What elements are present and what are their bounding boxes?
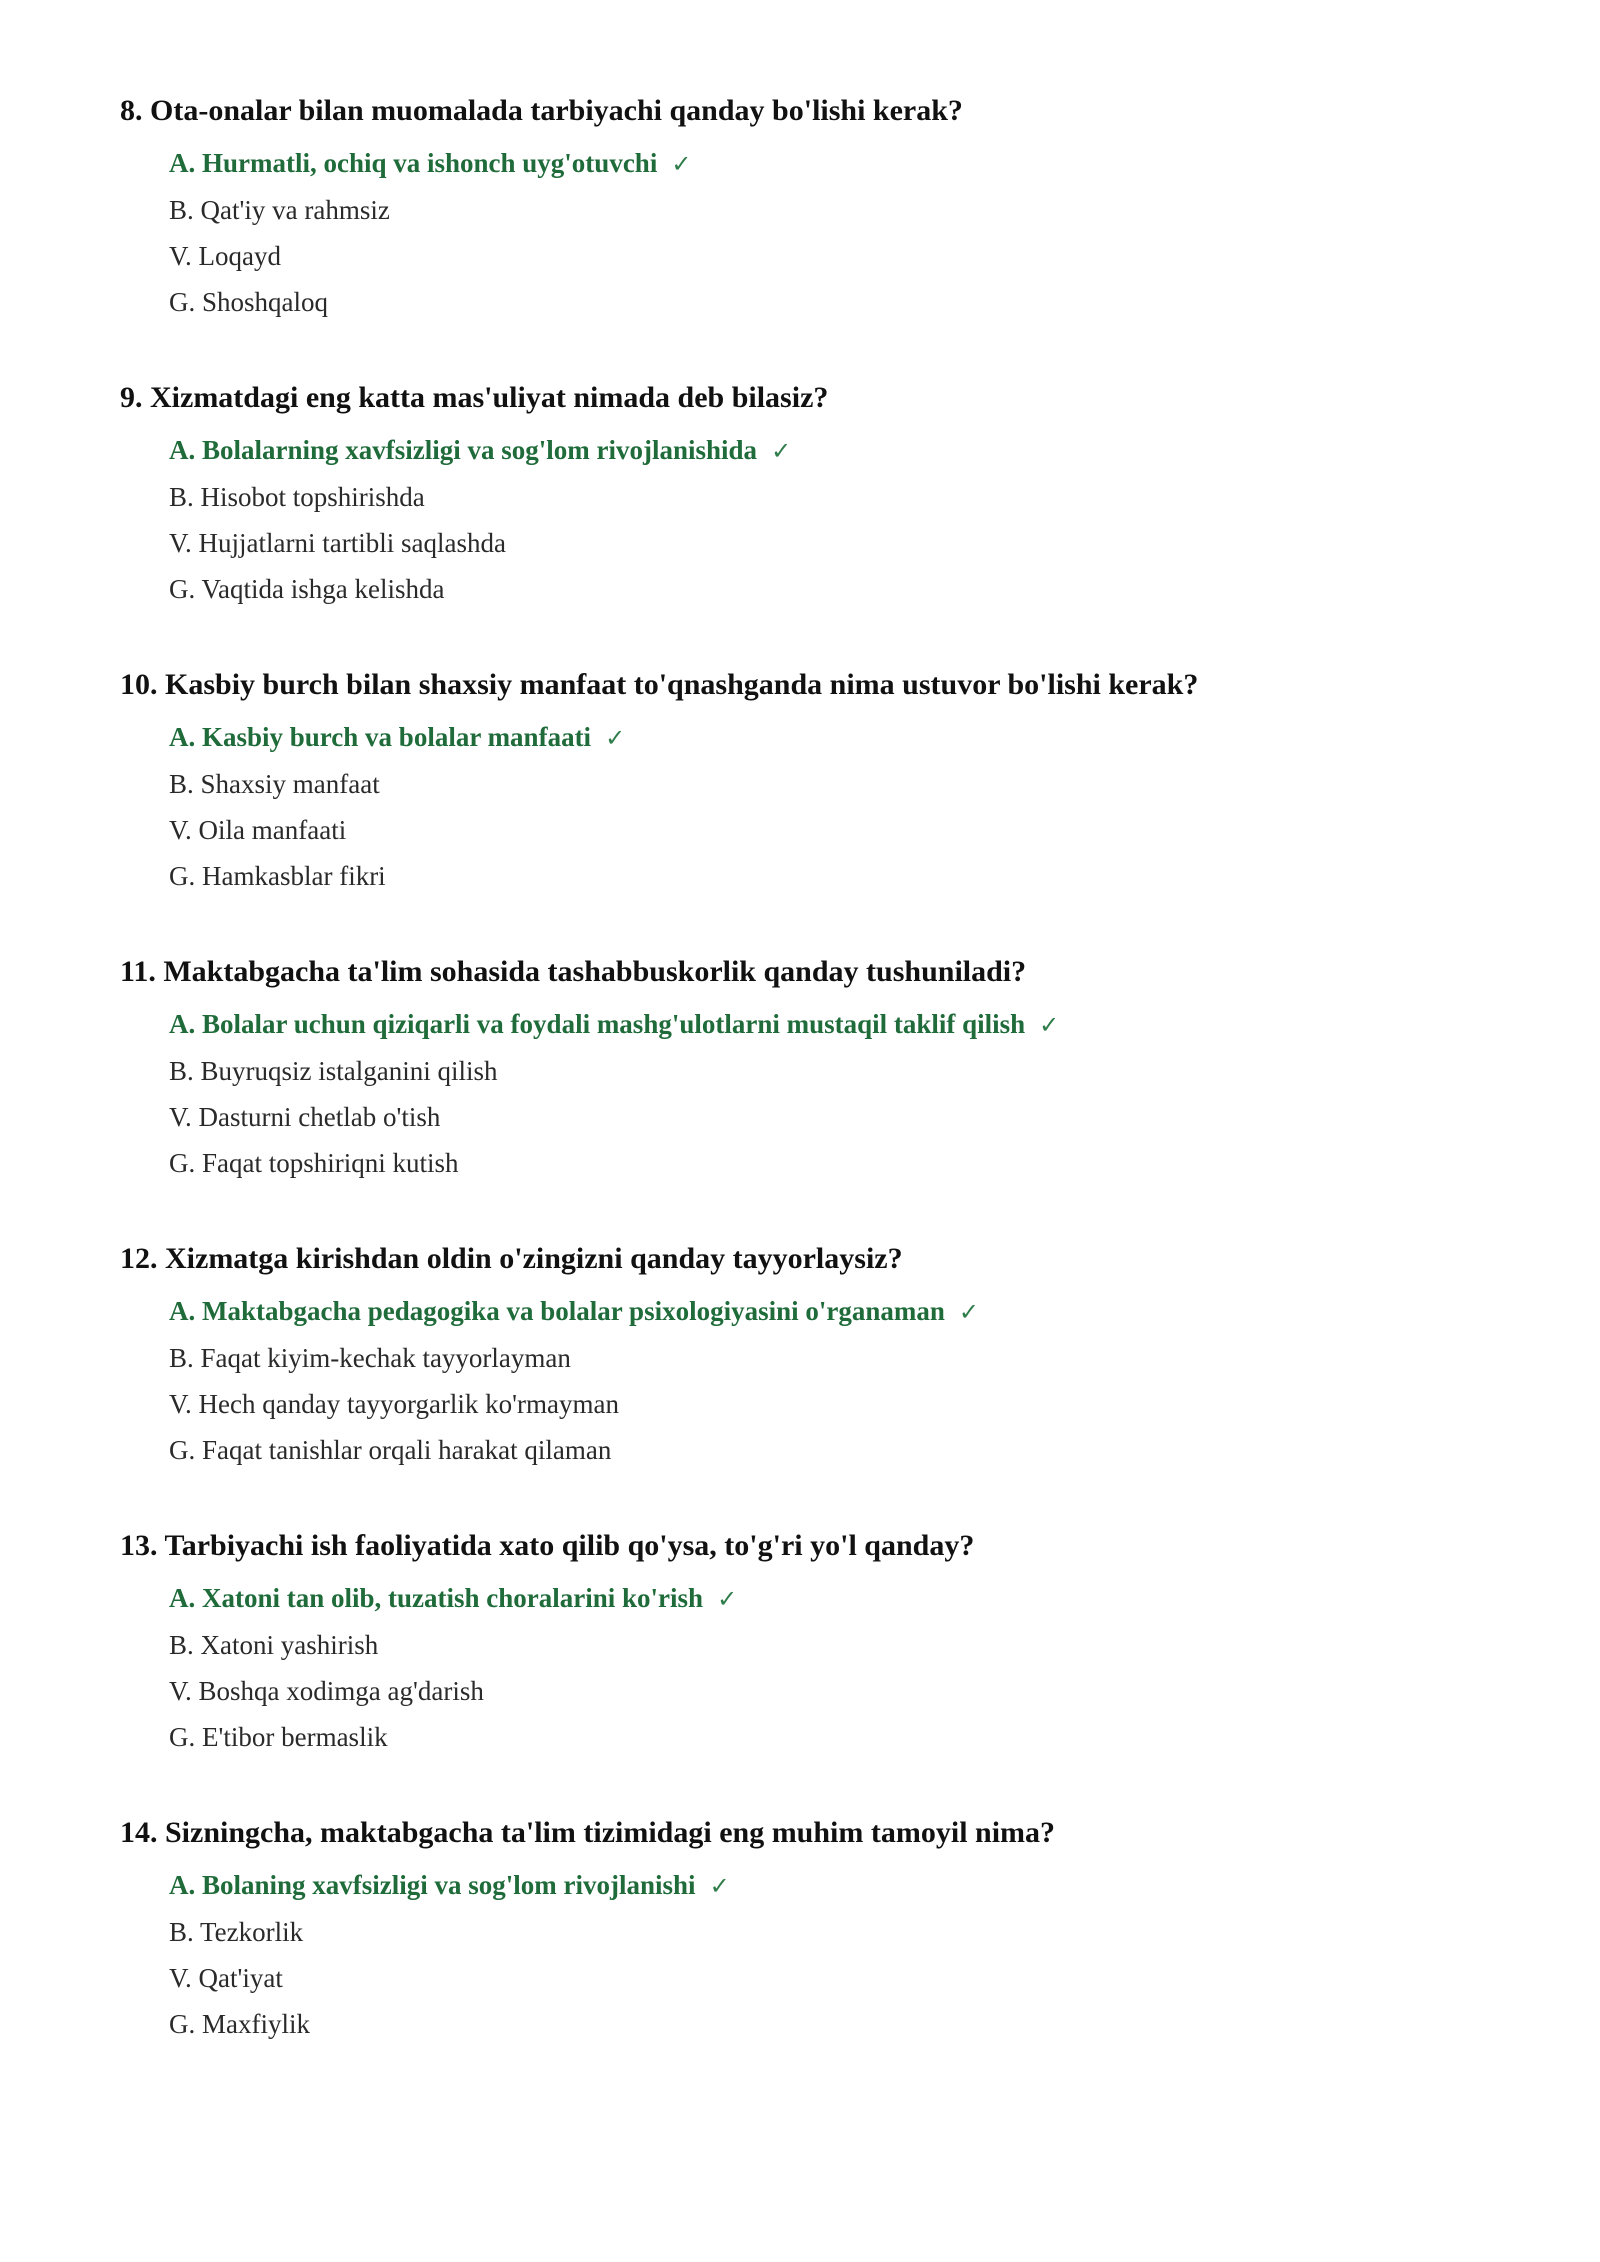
answer-option (169, 1909, 1500, 1955)
answer-text: G. Hamkasblar fikri (169, 861, 386, 891)
check-icon: ✓ (605, 724, 626, 752)
quiz-page (120, 92, 1500, 2101)
answer-text: V. Qat'iyat (169, 1963, 283, 1993)
answer-text: B. Hisobot topshirishda (169, 482, 425, 512)
question-block (120, 92, 1500, 325)
answer-text: V. Dasturni chetlab o'tish (169, 1102, 441, 1132)
answer-text: G. Vaqtida ishga kelishda (169, 574, 445, 604)
answer-list (120, 1001, 1500, 1186)
answer-text: G. Maxfiylik (169, 2009, 310, 2039)
answer-option (169, 1668, 1500, 1714)
answer-text: A. Bolalar uchun qiziqarli va foydali mashg'ulotlarni mustaqil taklif qilish (169, 1009, 1026, 1039)
answer-option (169, 1955, 1500, 2001)
answer-text: V. Loqayd (169, 241, 281, 271)
answer-text: B. Xatoni yashirish (169, 1630, 379, 1660)
answer-option (169, 520, 1500, 566)
answer-text: A. Hurmatli, ochiq va ishonch uyg'otuvchi (169, 148, 658, 178)
answer-option-correct (169, 140, 1500, 187)
question-block (120, 666, 1500, 899)
question-title: 11. Maktabgacha ta'lim sohasida tashabbuskorlik qanday tushuniladi? (120, 955, 1027, 988)
answer-text: A. Bolaning xavfsizligi va sog'lom rivojlanishi (169, 1870, 696, 1900)
answer-text: A. Xatoni tan olib, tuzatish choralarini ko'rish (169, 1583, 704, 1613)
answer-text: V. Oila manfaati (169, 815, 347, 845)
answer-option-correct (169, 714, 1500, 761)
question-title: 14. Sizningcha, maktabgacha ta'lim tizimidagi eng muhim tamoyil nima? (120, 1816, 1056, 1849)
check-icon: ✓ (709, 1872, 730, 1900)
answer-text: V. Hujjatlarni tartibli saqlashda (169, 528, 506, 558)
answer-option-correct (169, 1288, 1500, 1335)
question-block (120, 1527, 1500, 1760)
check-icon: ✓ (717, 1585, 738, 1613)
question-block (120, 1814, 1500, 2047)
check-icon: ✓ (1039, 1011, 1060, 1039)
answer-option (169, 1335, 1500, 1381)
check-icon: ✓ (771, 437, 792, 465)
question-title: 12. Xizmatga kirishdan oldin o'zingizni qanday tayyorlaysiz? (120, 1242, 903, 1275)
answer-option (169, 761, 1500, 807)
answer-text: V. Hech qanday tayyorgarlik ko'rmayman (169, 1389, 619, 1419)
answer-option (169, 1427, 1500, 1473)
answer-list (120, 427, 1500, 612)
check-icon: ✓ (671, 150, 692, 178)
answer-option (169, 2001, 1500, 2047)
answer-text: G. E'tibor bermaslik (169, 1722, 388, 1752)
answer-option (169, 807, 1500, 853)
answer-list (120, 1862, 1500, 2047)
answer-option (169, 187, 1500, 233)
question-title: 8. Ota-onalar bilan muomalada tarbiyachi qanday bo'lishi kerak? (120, 94, 963, 127)
question-title: 10. Kasbiy burch bilan shaxsiy manfaat to'qnashganda nima ustuvor bo'lishi kerak? (120, 668, 1199, 701)
question-block (120, 953, 1500, 1186)
answer-option (169, 1714, 1500, 1760)
answer-option (169, 853, 1500, 899)
answer-text: V. Boshqa xodimga ag'darish (169, 1676, 484, 1706)
answer-option (169, 474, 1500, 520)
answer-option (169, 233, 1500, 279)
answer-text: B. Faqat kiyim-kechak tayyorlayman (169, 1343, 571, 1373)
answer-text: A. Bolalarning xavfsizligi va sog'lom rivojlanishida (169, 435, 758, 465)
check-icon: ✓ (958, 1298, 979, 1326)
answer-text: G. Faqat topshiriqni kutish (169, 1148, 459, 1178)
answer-option (169, 566, 1500, 612)
answer-text: G. Faqat tanishlar orqali harakat qilaman (169, 1435, 612, 1465)
question-title: 13. Tarbiyachi ish faoliyatida xato qilib qo'ysa, to'g'ri yo'l qanday? (120, 1529, 975, 1562)
answer-list (120, 1288, 1500, 1473)
answer-text: B. Buyruqsiz istalganini qilish (169, 1056, 498, 1086)
answer-text: B. Tezkorlik (169, 1917, 304, 1947)
question-block (120, 379, 1500, 612)
answer-text: B. Shaxsiy manfaat (169, 769, 380, 799)
answer-option (169, 1622, 1500, 1668)
answer-option (169, 1381, 1500, 1427)
answer-text: A. Maktabgacha pedagogika va bolalar psixologiyasini o'rganaman (169, 1296, 945, 1326)
answer-text: B. Qat'iy va rahmsiz (169, 195, 390, 225)
answer-list (120, 714, 1500, 899)
answer-option (169, 279, 1500, 325)
answer-option-correct (169, 1001, 1500, 1048)
answer-option-correct (169, 1862, 1500, 1909)
answer-option (169, 1140, 1500, 1186)
answer-text: G. Shoshqaloq (169, 287, 329, 317)
answer-list (120, 140, 1500, 325)
answer-option-correct (169, 427, 1500, 474)
answer-text: A. Kasbiy burch va bolalar manfaati (169, 722, 592, 752)
question-block (120, 1240, 1500, 1473)
answer-option-correct (169, 1575, 1500, 1622)
answer-option (169, 1094, 1500, 1140)
question-title: 9. Xizmatdagi eng katta mas'uliyat nimada deb bilasiz? (120, 381, 829, 414)
answer-option (169, 1048, 1500, 1094)
answer-list (120, 1575, 1500, 1760)
